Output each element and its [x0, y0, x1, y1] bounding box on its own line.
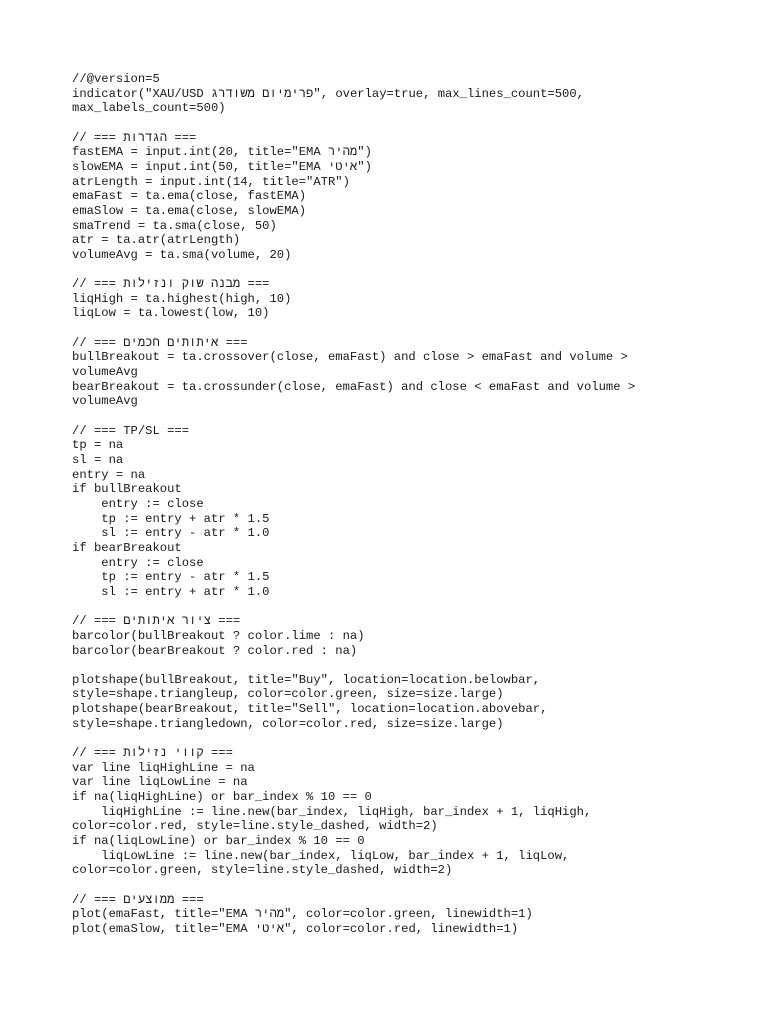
code-line: bearBreakout = ta.crossunder(close, emaFast) and close < emaFast and volume >: [72, 379, 636, 394]
code-line: volumeAvg = ta.sma(volume, 20): [72, 247, 292, 262]
code-block: [72, 72, 732, 937]
code-line: // === ‏ממוצעים‏ ===: [72, 892, 204, 907]
code-line: [72, 658, 732, 673]
code-line: color=color.red, style=line.style_dashed, width=2): [72, 819, 438, 834]
code-line: if na(liqHighLine) or bar_index % 10 == 0: [72, 790, 372, 805]
code-line: smaTrend = ta.sma(close, 50): [72, 218, 277, 233]
code-line: var line liqHighLine = na: [72, 760, 255, 775]
code-line: tp = na: [72, 438, 124, 453]
code-line: // === TP/SL ===: [72, 423, 190, 438]
code-line: entry = na: [72, 467, 146, 482]
code-line: liqHigh = ta.highest(high, 10): [72, 291, 292, 306]
code-line: entry := close: [72, 555, 204, 570]
code-line: [72, 409, 732, 424]
code-line: liqLowLine := line.new(bar_index, liqLow, bar_index + 1, liqLow,: [72, 848, 570, 863]
code-line: if bearBreakout: [72, 540, 182, 555]
code-line: sl := entry - atr * 1.0: [72, 526, 270, 541]
code-line: [72, 263, 732, 278]
code-line: // === ‏ציור איתותים‏ ===: [72, 614, 241, 629]
code-line: //@version=5: [72, 72, 160, 86]
code-line: [72, 321, 732, 336]
code-line: barcolor(bearBreakout ? color.red : na): [72, 643, 358, 658]
code-line: color=color.green, style=line.style_dashed, width=2): [72, 863, 453, 878]
code-line: bullBreakout = ta.crossover(close, emaFast) and close > emaFast and volume >: [72, 350, 628, 365]
code-line: plotshape(bearBreakout, title="Sell", location=location.abovebar,: [72, 702, 548, 717]
code-line: // === ‏הגדרות‏ ===: [72, 130, 197, 145]
code-line: sl := entry + atr * 1.0: [72, 584, 270, 599]
code-line: [72, 600, 732, 615]
code-line: if bullBreakout: [72, 482, 182, 497]
code-line: [72, 878, 732, 893]
code-line: barcolor(bullBreakout ? color.lime : na): [72, 628, 365, 643]
code-line: [72, 731, 732, 746]
code-line: var line liqLowLine = na: [72, 775, 248, 790]
code-line: // === ‏מבנה שוק ונזילות‏ ===: [72, 277, 270, 292]
code-line: atr = ta.atr(atrLength): [72, 233, 241, 248]
code-line: plot(emaSlow, title="EMA ‏איטי‏", color=color.red, linewidth=1): [72, 921, 519, 936]
code-line: tp := entry - atr * 1.5: [72, 570, 270, 585]
code-line: emaSlow = ta.ema(close, slowEMA): [72, 203, 307, 218]
code-line: atrLength = input.int(14, title="ATR"): [72, 174, 350, 189]
code-line: // === ‏קווי נזילות‏ ===: [72, 746, 233, 761]
code-line: emaFast = ta.ema(close, fastEMA): [72, 189, 307, 204]
code-line: fastEMA = input.int(20, title="EMA ‏מהיר‏"): [72, 145, 372, 160]
code-line: sl = na: [72, 453, 124, 467]
code-line: [72, 116, 732, 131]
code-line: volumeAvg: [72, 394, 138, 409]
code-line: plotshape(bullBreakout, title="Buy", location=location.belowbar,: [72, 672, 541, 687]
code-line: liqLow = ta.lowest(low, 10): [72, 306, 270, 321]
code-line: entry := close: [72, 496, 204, 511]
code-line: liqHighLine := line.new(bar_index, liqHigh, bar_index + 1, liqHigh,: [72, 804, 592, 819]
code-line: max_labels_count=500): [72, 101, 226, 116]
code-line: plot(emaFast, title="EMA ‏מהיר‏", color=color.green, linewidth=1): [72, 907, 533, 922]
code-line: if na(liqLowLine) or bar_index % 10 == 0: [72, 834, 365, 849]
code-line: volumeAvg: [72, 365, 138, 380]
code-line: tp := entry + atr * 1.5: [72, 511, 270, 526]
code-line: indicator("XAU/USD ‏פרימיום משודרג‏", overlay=true, max_lines_count=500,: [72, 86, 584, 101]
code-line: // === ‏איתותים חכמים‏ ===: [72, 335, 248, 350]
code-line: slowEMA = input.int(50, title="EMA ‏איטי‏"): [72, 159, 372, 174]
code-line: style=shape.triangleup, color=color.green, size=size.large): [72, 687, 504, 702]
code-line: style=shape.triangledown, color=color.red, size=size.large): [72, 716, 504, 731]
